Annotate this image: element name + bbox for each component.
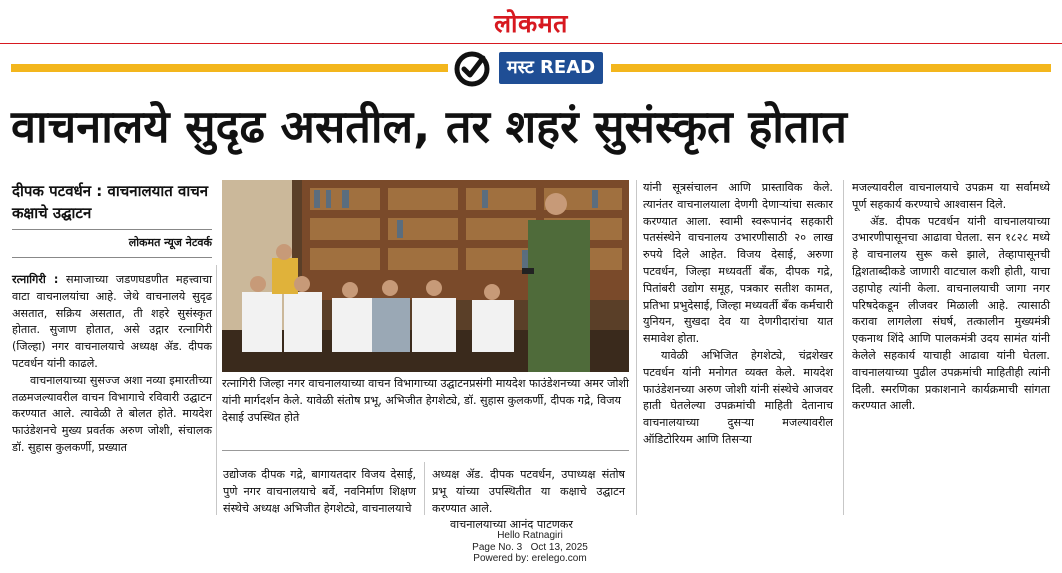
footer-page-number: Page No. 3 xyxy=(472,541,523,553)
subhead-divider xyxy=(12,229,212,230)
footer-edition: Hello Ratnagiri xyxy=(497,530,563,541)
footer-powered-by[interactable]: Powered by: erelego.com xyxy=(473,553,587,564)
photo-caption: रत्नागिरी जिल्हा नगर वाचनालयाच्या वाचन विभागाच्या उद्घाटनप्रसंगी मायदेश फाउंडेशनच्या अमर जोशी यांनी मार्गदर्शन केले. यावेळी संतोष प्रभू, अभिजीत हेगशेट्ये, डॉ. सुहास कुलकर्णी, दीपक गद्रे, विजय देसाई उपस्थित होते xyxy=(222,377,629,424)
must-read-badge xyxy=(499,52,603,84)
page-footer xyxy=(380,530,680,565)
headline: वाचनालये सुदृढ असतील, तर शहरं सुसंस्कृत होतात xyxy=(11,100,847,153)
footer-page-date xyxy=(380,542,680,554)
column-divider xyxy=(636,180,637,515)
dateline: रत्नागिरी : xyxy=(12,273,59,286)
byline-divider xyxy=(12,257,212,258)
article-paragraph: मजल्यावरील वाचनालयाचे उपक्रम या सर्वामध्ये पूर्ण सहकार्य करण्याचे आश्वासन दिले. xyxy=(852,181,1050,211)
article-paragraph: यांनी सूत्रसंचालन आणि प्रास्ताविक केले. त्यानंतर वाचनालयाला देणगी देणाऱ्यांचा सत्कार करण्यात आला. स्वामी स्वरूपानंद सहकारी पतसंस्थेने वाचनालय उभारणीसाठी २० लाख रुपये दिले आहेत. विजय देसाई, अरुणा पटवर्धन, जिल्हा मध्यवर्ती बँक, दीपक गद्रे, पितांबरी उद्योग समूह, पत्रकार सतीश कामत, प्रतिभा प्रभुदेसाई, जिल्हा मध्यवर्ती बँक कर्मचारी युनियन, सुखदा देव या देणगीदारांचा यात समावेश होता. xyxy=(643,181,833,346)
byline: लोकमत न्यूज नेटवर्क xyxy=(128,236,212,249)
event-photo-illustration xyxy=(222,180,629,372)
banner-bar-right xyxy=(611,64,1051,72)
article-paragraph: उद्योजक दीपक गद्रे, बागायतदार विजय देसाई, पुणे नगर वाचनालयाचे बर्वे, नवनिर्माण शिक्षण संस्थेचे अध्यक्ष अभिजीत हेगशेट्ये, वाचनालयाचे xyxy=(223,468,416,515)
article-column-1 xyxy=(12,272,212,510)
caption-divider xyxy=(222,450,629,451)
lokmat-logo: लोकमत xyxy=(494,9,568,38)
article-paragraph xyxy=(12,272,212,373)
article-column-5 xyxy=(852,180,1050,513)
article-paragraph: वाचनालयाच्या सुसज्ज अशा नव्या इमारतीच्या तळमजल्यावरील वाचन विभागाचे रविवारी उद्घाटन करण्यात आले. त्यावेळी ते बोलत होते. मायदेश फाउंडेशनचे मुख्य प्रवर्तक अरुण जोशी, संचालक डॉ. सुहास कुलकर्णी, प्रख्यात xyxy=(12,373,212,454)
article-paragraph: अध्यक्ष ॲड. दीपक पटवर्धन, उपाध्यक्ष संतोष प्रभू यांच्या उपस्थितीत या कक्षाचे उद्घाटन करण्यात आले. xyxy=(432,468,625,515)
article-paragraph: ॲड. दीपक पटवर्धन यांनी वाचनालयाच्या उभारणीपासूनचा आढावा घेतला. सन १८२८ मध्ये हे वाचनालय सुरू कसे झाले, तेव्हापासूनची द्विशताब्दीकडे जाणारी वाटचाल कशी होती, याचा उहापोह त्यांनी केला. वाचनालयाची जागा नगर परिषदेकडून लीजवर मिळाली आहे. त्यासाठी करावा लागलेला संघर्ष, तत्कालीन मुख्यमंत्री एकनाथ शिंदे आणि पालकमंत्री उदय सामंत यांनी केलेले सहकार्य याचाही आढावा यांनी घेतला. वाचनालयाच्या पुढील उपक्रमांची माहितीही त्यांनी दिली. स्मरणिका प्रकाशनाने कार्यक्रमाची सांगता करण्यात आली. xyxy=(852,214,1050,413)
column-divider xyxy=(216,265,217,515)
article-column-3 xyxy=(432,467,625,532)
article-column-4 xyxy=(643,180,833,513)
article-paragraph: वाचनालयाच्या आनंद पाटणकर xyxy=(450,518,573,532)
checkmark-circle-icon xyxy=(453,50,491,88)
paragraph-text: समाजाच्या जडणघडणीत महत्त्वाचा वाटा वाचनालयांचा आहे. जेथे वाचनालये सुदृढ असतात, सक्रिय असतात, ती शहरे सुसंस्कृत होतात. सुजाण होतात, असे उद्गार रत्नागिरी (जिल्हा) नगर वाचनालयाचे अध्यक्ष ॲड. दीपक पटवर्धन यांनी काढले. xyxy=(12,273,213,370)
footer-date: Oct 13, 2025 xyxy=(530,541,588,553)
masthead xyxy=(0,0,1062,45)
must-read-label: READ xyxy=(540,57,596,78)
banner-bar-left xyxy=(11,64,448,72)
masthead-rule xyxy=(0,43,1062,44)
column-divider xyxy=(424,462,425,515)
event-photo xyxy=(222,180,629,372)
article-column-2 xyxy=(223,467,416,515)
article-paragraph: यावेळी अभिजित हेगशेट्ये, चंद्रशेखर पटवर्धन यांनी मनोगत व्यक्त केले. मायदेश फाउंडेशनच्या अरुण जोशी यांनी संस्थेचे आजवर हाती घेतलेल्या उपक्रमांची माहिती देतानाच वाचनालयाच्या दुसऱ्या मजल्यावरील ऑडिटोरियम आणि तिसऱ्या xyxy=(643,348,833,446)
column-divider xyxy=(843,180,844,515)
must-read-prefix: मस्ट xyxy=(506,57,534,78)
subheadline: दीपक पटवर्धन : वाचनालयात वाचन कक्षाचे उद्घाटन xyxy=(12,182,209,222)
